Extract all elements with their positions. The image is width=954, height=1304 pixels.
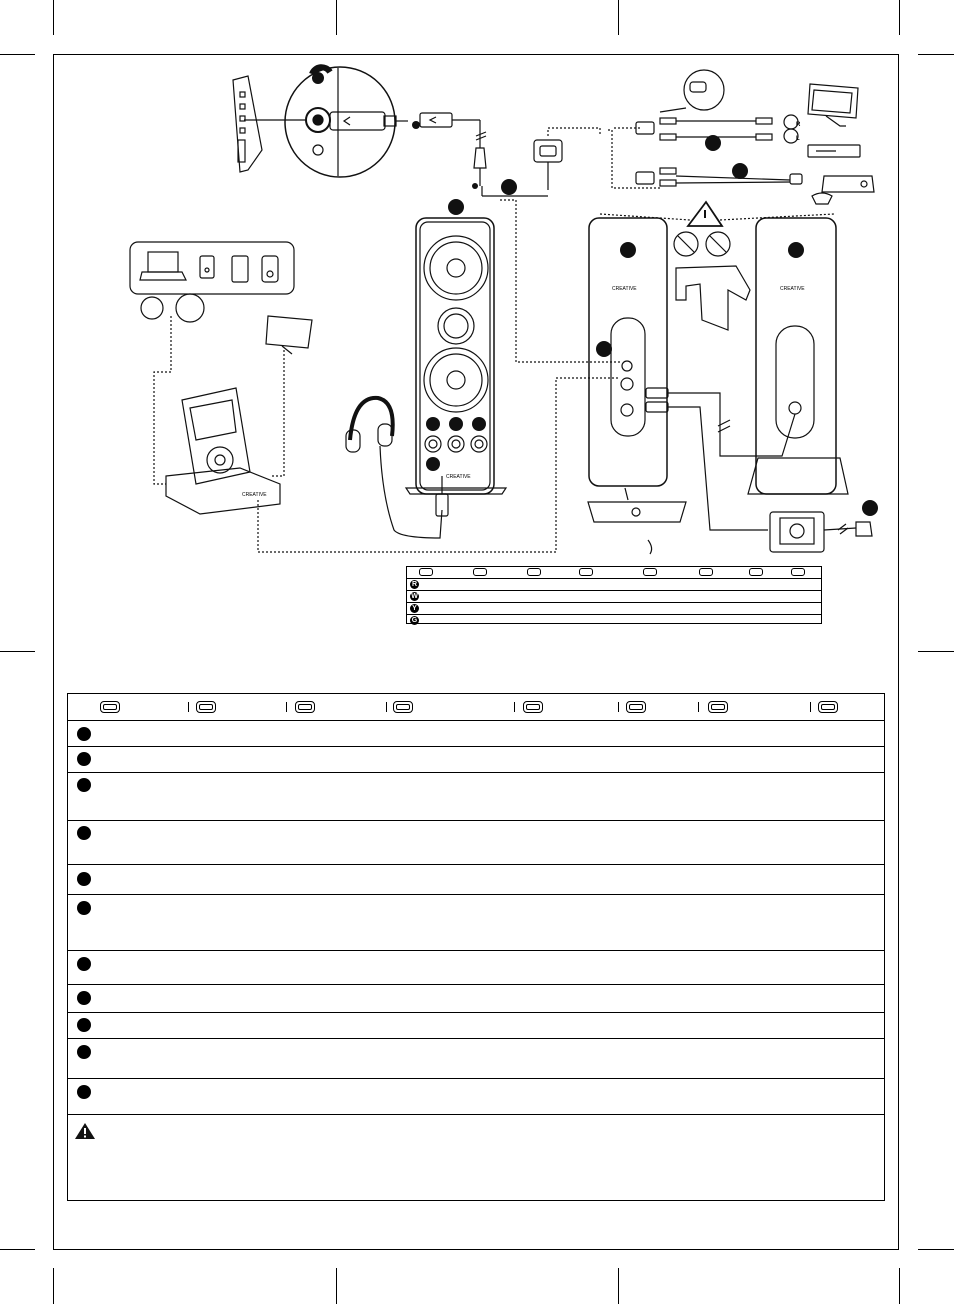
crop-mark <box>899 1268 900 1304</box>
language-pill <box>100 701 120 713</box>
crop-mark <box>53 1268 54 1304</box>
column-divider <box>618 702 619 712</box>
table-row <box>68 984 884 1012</box>
legend-row <box>407 591 821 603</box>
language-pill <box>643 568 657 576</box>
language-pill <box>708 701 728 713</box>
legend-letter: R <box>411 581 418 588</box>
legend-row <box>407 603 821 615</box>
brand-label: CREATIVE <box>780 286 805 292</box>
table-row <box>68 820 884 864</box>
language-pill <box>579 568 593 576</box>
language-pill <box>523 701 543 713</box>
power-adapter-icon <box>770 512 872 552</box>
language-pill <box>749 568 763 576</box>
table-row <box>68 894 884 950</box>
game-console-icon <box>812 176 874 204</box>
step-number <box>77 991 91 1005</box>
step-number <box>77 727 91 741</box>
crop-mark <box>918 1249 954 1250</box>
tv-icon <box>808 84 858 126</box>
language-pill <box>791 568 805 576</box>
legend-row <box>407 579 821 591</box>
crop-mark <box>336 1268 337 1304</box>
brand-label: CREATIVE <box>242 492 267 498</box>
crop-mark <box>0 1249 35 1250</box>
column-divider <box>698 702 699 712</box>
dvd-player-icon <box>808 145 860 157</box>
brand-label: CREATIVE <box>446 474 471 480</box>
crop-mark <box>618 1268 619 1304</box>
step-number <box>77 1045 91 1059</box>
language-pill <box>393 701 413 713</box>
language-pill <box>626 701 646 713</box>
legend-header <box>407 567 821 579</box>
channel-label-r: R <box>796 122 801 128</box>
step-number <box>77 872 91 886</box>
table-row-warning <box>68 1114 884 1200</box>
speaker-icon <box>406 218 506 494</box>
column-divider <box>286 702 287 712</box>
table-row <box>68 864 884 894</box>
column-divider <box>514 702 515 712</box>
warning-icon <box>74 1121 96 1141</box>
step-number <box>77 778 91 792</box>
step-number <box>77 901 91 915</box>
legend-letter: Y <box>410 604 419 613</box>
column-divider <box>188 702 189 712</box>
language-pill <box>419 568 433 576</box>
table-header <box>68 694 884 720</box>
table-row <box>68 720 884 746</box>
language-pill <box>473 568 487 576</box>
rca-cable <box>636 115 802 186</box>
legend-row <box>407 615 821 626</box>
step-number <box>77 1085 91 1099</box>
language-pill <box>196 701 216 713</box>
magnify-detail <box>285 67 408 177</box>
table-row <box>68 950 884 984</box>
table-row <box>68 1038 884 1078</box>
column-divider <box>386 702 387 712</box>
language-pill <box>818 701 838 713</box>
mp3-player-icon <box>200 256 278 282</box>
legend-letter: W <box>411 593 418 600</box>
channel-label-l: L <box>796 136 800 142</box>
instructions-table <box>67 693 885 1201</box>
brand-label: CREATIVE <box>612 286 637 292</box>
legend-letter: G <box>411 617 418 624</box>
step-number <box>77 752 91 766</box>
step-number <box>77 957 91 971</box>
step-number <box>77 826 91 840</box>
table-row <box>68 746 884 772</box>
table-row <box>68 1078 884 1114</box>
color-legend <box>406 566 822 624</box>
table-row <box>68 1012 884 1038</box>
language-pill <box>527 568 541 576</box>
table-row <box>68 772 884 820</box>
column-divider <box>810 702 811 712</box>
headphones-icon <box>346 398 393 452</box>
language-pill <box>295 701 315 713</box>
laptop-icon <box>140 252 186 280</box>
language-pill <box>699 568 713 576</box>
step-number <box>77 1018 91 1032</box>
